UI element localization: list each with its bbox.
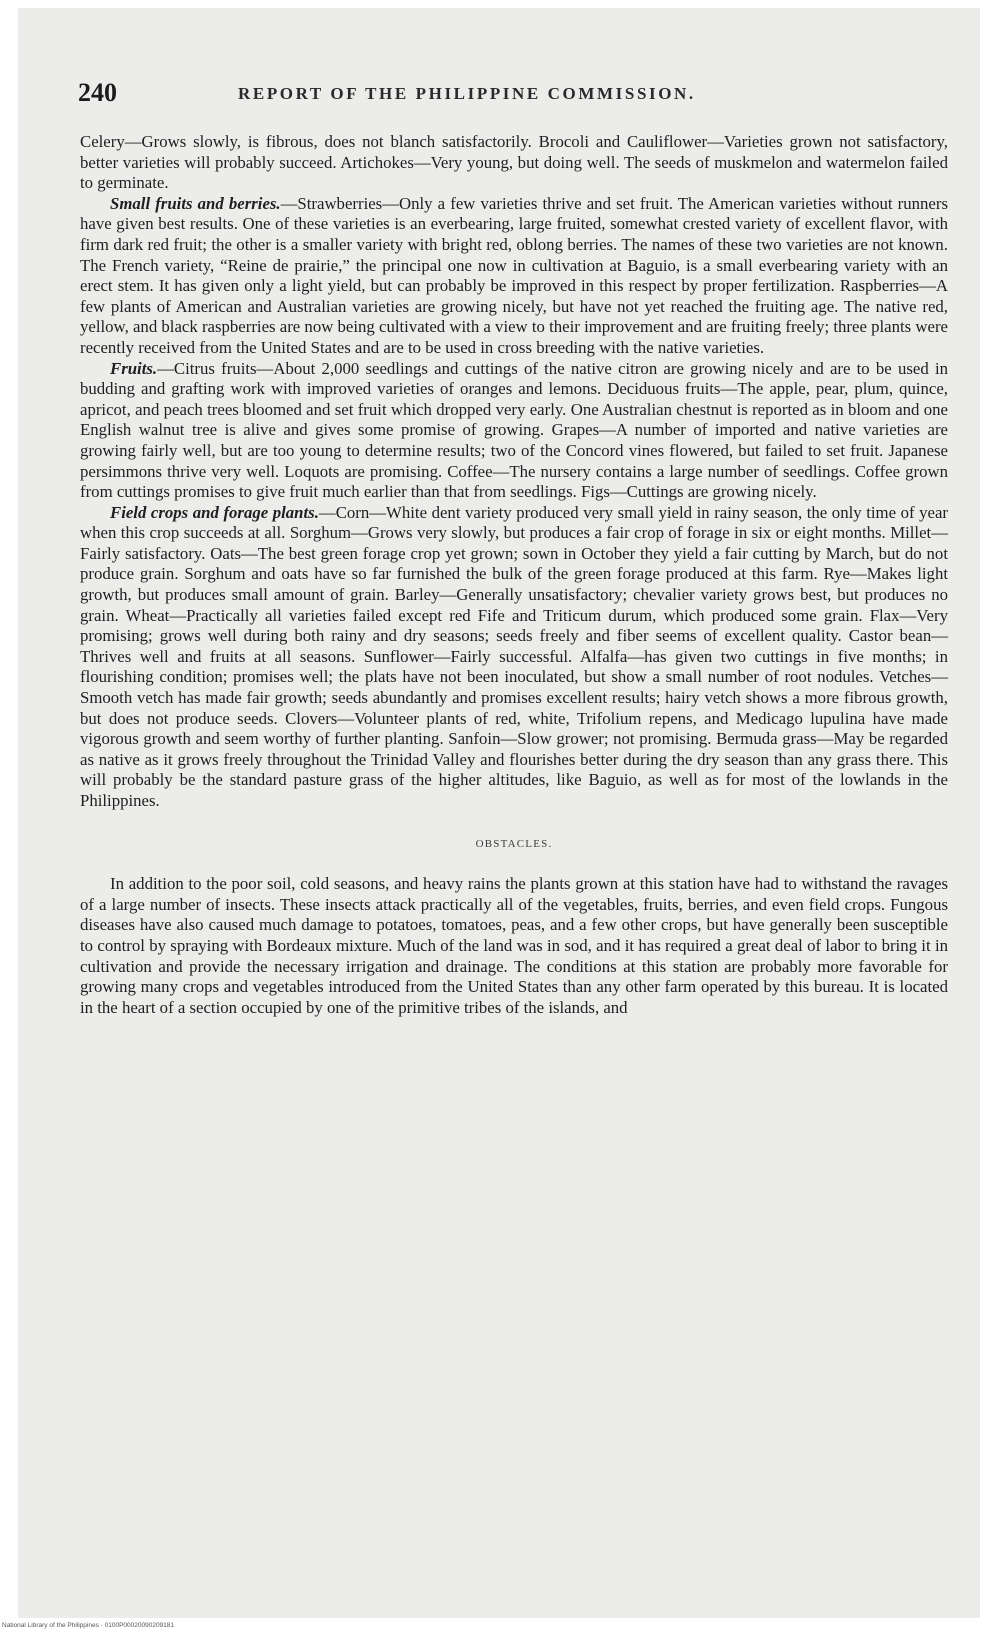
page-header [78,78,958,118]
paragraph-small-fruits [80,194,948,359]
paragraph-celery: Celery—Grows slowly, is fibrous, does not blanch satisfactorily. Brocoli and Cauliflower—Varieties grown not satisfactory, better varieties will probably succeed. Artichokes—Very young, but doing well. The seeds of muskmelon and watermelon failed to germinate. [80,132,948,193]
paragraph-fruits [80,359,948,503]
running-head: REPORT OF THE PHILIPPINE COMMISSION. [238,84,696,103]
scan-footer: National Library of the Philippines · 0100P00020090209181 [2,1622,175,1629]
run-in-heading: Small fruits and berries. [110,193,281,213]
paragraph-field-crops [80,503,948,812]
body-text [80,132,948,1018]
paragraph-text: —Strawberries—Only a few varieties thrive and set fruit. The American varieties without runners have given best results. One of these varieties is an everbearing, large fruited, somewhat crested variety of excellent flavor, with firm dark red fruit; the other is a smaller variety with bright red, oblong berries. The names of these two varieties are not known. The French variety, “Reine de prairie,” the principal one now in cultivation at Baguio, is a small everbearing variety with an erect stem. It has given only a light yield, but can probably be improved in this respect by proper fertilization. Raspberries—A few plants of American and Australian varieties are growing nicely, but have not yet reached the fruiting age. The native red, yellow, and black raspberries are now being cultivated with a view to their improvement and are fruiting freely; three plants were recently received from the United States and are to be used in cross breeding with the native varieties. [80,193,948,357]
run-in-heading: Field crops and forage plants. [110,502,319,522]
page-number: 240 [78,78,117,107]
paragraph-obstacles: In addition to the poor soil, cold seasons, and heavy rains the plants grown at this station have had to withstand the ravages of a large number of insects. These insects attack practically all of the vegetables, fruits, berries, and even field crops. Fungous diseases have also caused much damage to potatoes, tomatoes, peas, and a few other crops, but have generally been susceptible to control by spraying with Bordeaux mixture. Much of the land was in sod, and it has required a great deal of labor to bring it in cultivation and provide the necessary irrigation and drainage. The conditions at this station are probably more favorable for growing many crops and vegetables introduced from the United States than any other farm operated by this bureau. It is located in the heart of a section occupied by one of the primitive tribes of the islands, and [80,874,948,1017]
document-page [18,8,980,1618]
paragraph-text: —Citrus fruits—About 2,000 seedlings and cuttings of the native citron are growing nicely and are to be used in budding and grafting work with improved varieties of oranges and lemons. Deciduous fruits—The apple, pear, plum, quince, apricot, and peach trees bloomed and set fruit which dropped very early. One Australian chestnut is reported as in bloom and one English walnut tree is alive and gives some promise of growing. Grapes—A number of imported and native varieties are growing fairly well, but are too young to determine results; two of the Concord vines flowered, but failed to set fruit. Japanese persimmons thrive very well. Loquots are promising. Coffee—The nursery contains a large number of seedlings. Coffee grown from cuttings promises to give fruit much earlier than that from seedlings. Figs—Cuttings are growing nicely. [80,358,948,502]
section-heading: OBSTACLES. [475,837,553,850]
paragraph-text: —Corn—White dent variety produced very small yield in rainy season, the only time of year when this crop succeeds at all. Sorghum—Grows very slowly, but produces a fair crop of forage in six or eight months. Millet—Fairly satisfactory. Oats—The best green forage crop yet grown; sown in October they yield a fair cutting by March, but do not produce grain. Sorghum and oats have so far furnished the bulk of the green forage produced at this farm. Rye—Makes light growth, but produces small amount of grain. Barley—Generally unsatisfactory; chevalier variety grows best, but produces no grain. Wheat—Practically all varieties failed except red Fife and Triticum durum, which produced some grain. Flax—Very promising; grows well during both rainy and dry seasons; seeds freely and fiber seems of excellent quality. Castor bean—Thrives well and fruits at all seasons. Sunflower—Fairly successful. Alfalfa—has given two cuttings in five months; in flourishing condition; promises well; the plats have not been inoculated, but show a small number of root nodules. Vetches—Smooth vetch has made fair growth; seeds abundantly and promises excellent results; hairy vetch shows a more fibrous growth, but does not produce seeds. Clovers—Volunteer plants of red, white, Trifolium repens, and Medicago lupulina have made vigorous growth and seem worthy of further planting. Sanfoin—Slow grower; not promising. Bermuda grass—May be regarded as native as it grows freely throughout the Trinidad Valley and flourishes better during the dry season than any grass there. This will probably be the standard pasture grass of the higher altitudes, like Baguio, as well as for most of the lowlands in the Philippines. [80,502,948,810]
run-in-heading: Fruits. [110,358,158,378]
